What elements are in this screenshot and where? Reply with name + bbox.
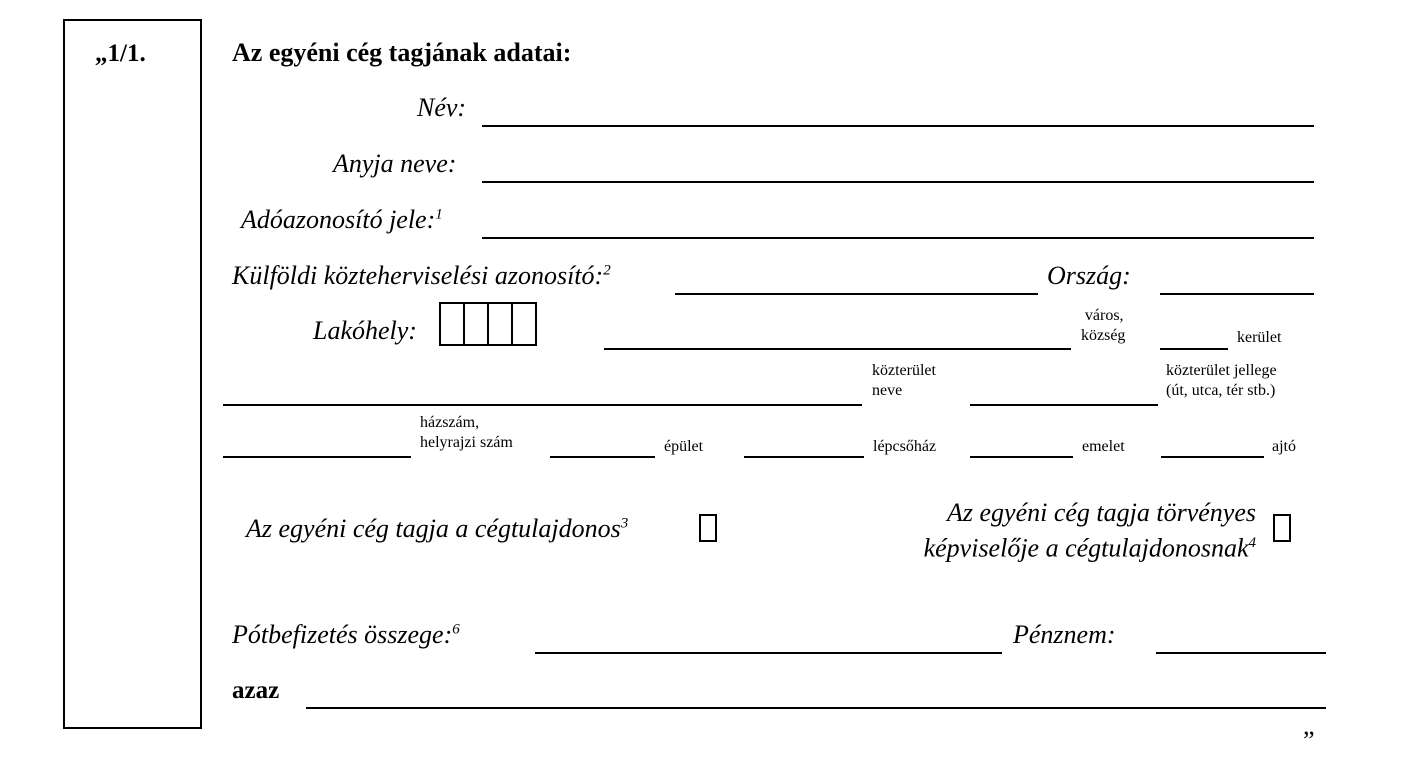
footnote-3: 3: [620, 515, 629, 532]
nev-input[interactable]: [482, 99, 1314, 127]
section-number-box: [63, 19, 202, 729]
postal-code-digit-1[interactable]: [439, 302, 465, 346]
epulet-input[interactable]: [550, 430, 655, 458]
orszag-label: Ország:: [1047, 261, 1131, 290]
potbefizetes-input[interactable]: [535, 626, 1002, 654]
penznem-input[interactable]: [1156, 626, 1326, 654]
azaz-label: azaz: [232, 677, 280, 704]
hazszam-label: házszám, helyrajzi szám: [420, 414, 513, 451]
varos-input[interactable]: [604, 322, 1071, 350]
varos-label: város, község: [1081, 307, 1126, 344]
footnote-6: 6: [452, 621, 460, 638]
emelet-input[interactable]: [970, 430, 1073, 458]
kulfoldi-input[interactable]: [675, 267, 1038, 295]
lepcsohaz-label: lépcsőház: [873, 438, 937, 455]
cegtulajdonos-checkbox[interactable]: [699, 514, 717, 542]
kozterulet-jellege-label: közterület jellege (út, utca, tér stb.): [1166, 362, 1277, 399]
torvenyes-kepviselo-label: Az egyéni cég tagja törvényes képviselője a cégtulajdonosnak$^4$: [923, 498, 1256, 563]
kulfoldi-label: Külföldi közteherviselési azonosító:$^2$: [232, 261, 611, 290]
postal-code-digit-3[interactable]: [487, 302, 513, 346]
kozterulet-jellege-input[interactable]: [970, 378, 1158, 406]
orszag-input[interactable]: [1160, 267, 1314, 295]
cegtulajdonos-label: Az egyéni cég tagja a cégtulajdonos$^3$: [246, 514, 629, 543]
kozterulet-neve-input[interactable]: [223, 378, 862, 406]
adoazonosito-input[interactable]: [482, 211, 1314, 239]
ajto-label: ajtó: [1272, 438, 1296, 455]
nev-label: Név:: [417, 93, 467, 122]
footnote-2: 2: [603, 262, 611, 279]
kerulet-label: kerület: [1237, 329, 1282, 346]
azaz-input[interactable]: [306, 681, 1326, 709]
kozterulet-neve-label: közterület neve: [872, 362, 936, 399]
footnote-4: 4: [1248, 535, 1256, 551]
potbefizetes-label: Pótbefizetés összege:$^6$: [232, 620, 460, 649]
lakohely-label: Lakóhely:: [313, 316, 417, 345]
postal-code-digit-2[interactable]: [463, 302, 489, 346]
emelet-label: emelet: [1082, 438, 1125, 455]
closing-quote: ”: [1303, 726, 1315, 755]
lepcsohaz-input[interactable]: [744, 430, 864, 458]
anyja-neve-label: Anyja neve:: [333, 149, 457, 178]
hazszam-input[interactable]: [223, 430, 411, 458]
kerulet-input[interactable]: [1160, 322, 1228, 350]
penznem-label: Pénznem:: [1013, 620, 1116, 649]
epulet-label: épület: [664, 438, 704, 455]
section-number: „1/1.: [95, 40, 146, 67]
ajto-input[interactable]: [1161, 430, 1264, 458]
adoazonosito-label: Adóazonosító jele:$^1$: [241, 205, 443, 234]
form-title: Az egyéni cég tagjának adatai:: [232, 38, 572, 67]
postal-code-boxes: [439, 302, 535, 346]
torvenyes-kepviselo-checkbox[interactable]: [1273, 514, 1291, 542]
anyja-neve-input[interactable]: [482, 155, 1314, 183]
postal-code-digit-4[interactable]: [511, 302, 537, 346]
footnote-1: 1: [435, 206, 443, 223]
